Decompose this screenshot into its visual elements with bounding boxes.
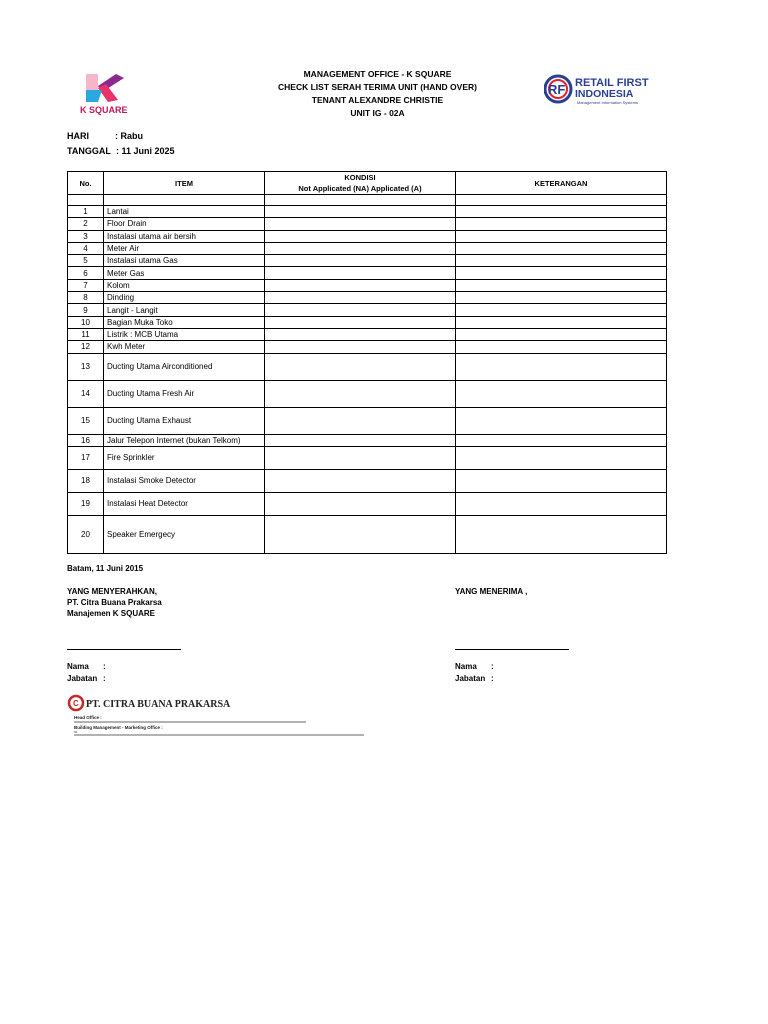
table-row: [68, 206, 667, 218]
table-row: [68, 434, 667, 446]
row-item: Dinding: [104, 292, 265, 304]
table-row: [68, 242, 667, 254]
tanggal-value: : 11 Juni 2025: [116, 146, 175, 156]
svg-text:C: C: [73, 699, 79, 708]
row-number: 3: [68, 230, 104, 242]
row-keterangan: [456, 492, 667, 515]
row-number: 16: [68, 434, 104, 446]
giver-jabatan-label: Jabatan: [67, 674, 98, 683]
row-number: 6: [68, 267, 104, 279]
row-item: Instalasi utama Gas: [104, 255, 265, 267]
row-number: 20: [68, 515, 104, 553]
place-date: Batam, 11 Juni 2015: [67, 564, 144, 573]
row-number: 15: [68, 407, 104, 434]
letterhead-head-office: Head Office :: [74, 715, 102, 720]
table-row: [68, 279, 667, 291]
giver-nama-label: Nama: [67, 662, 89, 671]
header-kondisi: [265, 172, 456, 195]
row-number: 13: [68, 353, 104, 380]
rf-logo-line1: RETAIL FIRST: [575, 77, 649, 89]
row-item: Listrik : MCB Utama: [104, 328, 265, 340]
title-line-1: MANAGEMENT OFFICE - K SQUARE: [303, 69, 452, 79]
row-keterangan: [456, 230, 667, 242]
giver-line-2: PT. Citra Buana Prakarsa: [67, 598, 162, 607]
row-item: Ducting Utama Exhaust: [104, 407, 265, 434]
table-row: [68, 328, 667, 340]
row-item: Instalasi Heat Detector: [104, 492, 265, 515]
row-kondisi: [265, 446, 456, 469]
row-keterangan: [456, 316, 667, 328]
table-row: [68, 407, 667, 434]
table-row: [68, 292, 667, 304]
row-item: Speaker Emergecy: [104, 515, 265, 553]
rf-logo-tagline: Management Information Systems: [577, 100, 638, 105]
hari-label: HARI: [67, 131, 89, 141]
title-line-3: TENANT ALEXANDRE CHRISTIE: [311, 95, 444, 105]
letterhead-building: Building Management - Marketing Office :: [74, 725, 163, 730]
table-row: [68, 230, 667, 242]
tanggal-label: TANGGAL: [67, 146, 111, 156]
receiver-line-1: YANG MENERIMA ,: [455, 587, 528, 596]
row-item: Meter Air: [104, 242, 265, 254]
row-number: 2: [68, 218, 104, 230]
giver-jabatan-colon: :: [103, 674, 106, 683]
row-item: Instalasi Smoke Detector: [104, 469, 265, 492]
row-keterangan: [456, 267, 667, 279]
row-kondisi: [265, 407, 456, 434]
table-row: [68, 316, 667, 328]
row-item: Ducting Utama Airconditioned: [104, 353, 265, 380]
header-item: ITEM: [104, 172, 265, 195]
header-no: No.: [68, 172, 104, 195]
row-kondisi: [265, 353, 456, 380]
receiver-nama-colon: :: [491, 662, 494, 671]
row-item: Fire Sprinkler: [104, 446, 265, 469]
header-kondisi-subtitle: Not Applicated (NA) Applicated (A): [298, 184, 422, 193]
row-keterangan: [456, 469, 667, 492]
row-number: 9: [68, 304, 104, 316]
row-number: 12: [68, 341, 104, 353]
row-keterangan: [456, 434, 667, 446]
table-body: [68, 206, 667, 554]
row-kondisi: [265, 206, 456, 218]
row-number: 7: [68, 279, 104, 291]
giver-nama-colon: :: [103, 662, 106, 671]
giver-line-1: YANG MENYERAHKAN,: [67, 587, 157, 596]
table-row: [68, 446, 667, 469]
row-number: 4: [68, 242, 104, 254]
receiver-signature-line: [455, 649, 569, 650]
table-spacer-row: [68, 195, 667, 206]
table-row: [68, 515, 667, 553]
row-keterangan: [456, 255, 667, 267]
row-number: 17: [68, 446, 104, 469]
header-keterangan: KETERANGAN: [456, 172, 667, 195]
table-row: [68, 267, 667, 279]
row-keterangan: [456, 218, 667, 230]
row-keterangan: [456, 341, 667, 353]
table-row: [68, 218, 667, 230]
receiver-jabatan-colon: :: [491, 674, 494, 683]
row-kondisi: [265, 279, 456, 291]
row-keterangan: [456, 515, 667, 553]
title-line-4: UNIT IG - 02A: [350, 108, 405, 118]
row-kondisi: [265, 380, 456, 407]
row-kondisi: [265, 218, 456, 230]
row-kondisi: [265, 304, 456, 316]
row-item: Jalur Telepon Internet (bukan Telkom): [104, 434, 265, 446]
table-row: [68, 304, 667, 316]
document-title: [230, 68, 525, 120]
row-item: Meter Gas: [104, 267, 265, 279]
row-kondisi: [265, 434, 456, 446]
k-square-logo-text: K SQUARE: [80, 105, 128, 115]
table-row: [68, 380, 667, 407]
row-keterangan: [456, 446, 667, 469]
row-number: 5: [68, 255, 104, 267]
header-kondisi-title: KONDISI: [344, 173, 376, 182]
row-number: 18: [68, 469, 104, 492]
rf-logo-mark: RF: [548, 82, 566, 97]
row-kondisi: [265, 341, 456, 353]
rf-logo-line2: INDONESIA: [575, 88, 634, 100]
row-item: Instalasi utama air bersih: [104, 230, 265, 242]
giver-block: [67, 586, 162, 619]
table-row: [68, 353, 667, 380]
table-row: [68, 341, 667, 353]
row-kondisi: [265, 328, 456, 340]
k-square-logo: [72, 70, 132, 120]
table-header-row: [68, 172, 667, 195]
receiver-jabatan-label: Jabatan: [455, 674, 486, 683]
row-number: 8: [68, 292, 104, 304]
row-kondisi: [265, 267, 456, 279]
row-number: 11: [68, 328, 104, 340]
row-number: 10: [68, 316, 104, 328]
title-line-2: CHECK LIST SERAH TERIMA UNIT (HAND OVER): [278, 82, 477, 92]
row-keterangan: [456, 407, 667, 434]
row-number: 1: [68, 206, 104, 218]
row-item: Floor Drain: [104, 218, 265, 230]
hari-value: : Rabu: [115, 131, 143, 141]
row-item: Bagian Muka Toko: [104, 316, 265, 328]
row-keterangan: [456, 292, 667, 304]
row-kondisi: [265, 292, 456, 304]
giver-signature-line: [67, 649, 181, 650]
giver-line-3: Manajemen K SQUARE: [67, 609, 156, 618]
row-kondisi: [265, 242, 456, 254]
row-item: Kolom: [104, 279, 265, 291]
row-keterangan: [456, 206, 667, 218]
company-letterhead: [66, 692, 424, 740]
row-keterangan: [456, 380, 667, 407]
row-kondisi: [265, 515, 456, 553]
row-keterangan: [456, 328, 667, 340]
receiver-nama-label: Nama: [455, 662, 477, 671]
table-row: [68, 492, 667, 515]
row-kondisi: [265, 255, 456, 267]
row-kondisi: [265, 230, 456, 242]
row-kondisi: [265, 492, 456, 515]
row-item: Kwh Meter: [104, 341, 265, 353]
row-kondisi: [265, 316, 456, 328]
letterhead-company: PT. CITRA BUANA PRAKARSA: [86, 699, 231, 710]
row-keterangan: [456, 353, 667, 380]
row-keterangan: [456, 279, 667, 291]
row-number: 14: [68, 380, 104, 407]
row-keterangan: [456, 304, 667, 316]
row-item: Ducting Utama Fresh Air: [104, 380, 265, 407]
retail-first-logo: [544, 72, 664, 108]
table-row: [68, 255, 667, 267]
row-kondisi: [265, 469, 456, 492]
row-item: Langit - Langit: [104, 304, 265, 316]
table-row: [68, 469, 667, 492]
row-item: Lantai: [104, 206, 265, 218]
row-number: 19: [68, 492, 104, 515]
checklist-table: [67, 171, 667, 554]
row-keterangan: [456, 242, 667, 254]
